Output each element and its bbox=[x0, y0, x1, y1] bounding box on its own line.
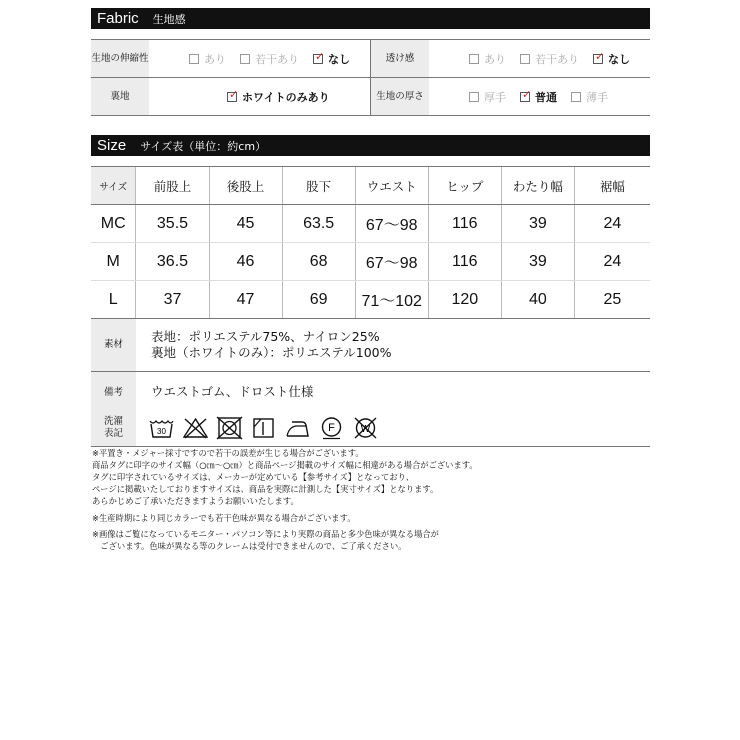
line-dry-shade-icon bbox=[250, 416, 277, 440]
fabric-option-text: なし bbox=[328, 52, 350, 66]
checkbox-empty-icon bbox=[469, 92, 479, 102]
fabric-option-text: 若干あり bbox=[255, 52, 299, 66]
remarks-label: 備考 bbox=[103, 386, 123, 398]
check-mark-icon: ✓ bbox=[595, 49, 605, 63]
checkbox-empty-icon bbox=[189, 54, 199, 64]
check-mark-icon: ✓ bbox=[522, 87, 532, 101]
size-cell: 120 bbox=[429, 281, 502, 318]
fabric-option bbox=[520, 51, 579, 67]
remarks-text: ウエストゴム、ドロスト仕様 bbox=[151, 383, 314, 399]
remarks-care-values bbox=[136, 372, 650, 446]
fabric-options bbox=[149, 40, 364, 77]
material-text bbox=[136, 319, 392, 371]
fabric-option-text: 普通 bbox=[535, 90, 557, 104]
fabric-option bbox=[313, 51, 350, 67]
fabric-title-en: Fabric bbox=[97, 10, 139, 27]
size-cell: 36.5 bbox=[136, 243, 209, 280]
size-cell: 63.5 bbox=[283, 205, 356, 242]
size-cell: 37 bbox=[136, 281, 209, 318]
size-row-label: L bbox=[91, 281, 136, 318]
size-header-cell: ウエスト bbox=[356, 167, 429, 204]
checkbox-empty-icon bbox=[240, 54, 250, 64]
fabric-option bbox=[469, 89, 506, 105]
fabric-cell-left bbox=[91, 40, 370, 77]
size-header-cell: 前股上 bbox=[136, 167, 209, 204]
fabric-option-text: なし bbox=[608, 52, 630, 66]
size-header-cell: わたり幅 bbox=[502, 167, 575, 204]
fabric-label-line: 裏地 bbox=[110, 90, 130, 102]
size-cell: 68 bbox=[283, 243, 356, 280]
fabric-row bbox=[91, 78, 650, 116]
material-label: 素材 bbox=[91, 319, 136, 371]
size-cell: 39 bbox=[502, 243, 575, 280]
fabric-options bbox=[429, 78, 622, 115]
fabric-option bbox=[240, 51, 299, 67]
size-title-en: Size bbox=[97, 137, 127, 154]
fabric-label bbox=[91, 78, 149, 115]
size-cell: 116 bbox=[429, 205, 502, 242]
fabric-options bbox=[149, 78, 344, 115]
size-cell: 35.5 bbox=[136, 205, 209, 242]
size-cell: 67～98 bbox=[356, 205, 429, 242]
wetclean-letter: W bbox=[360, 423, 371, 435]
care-icons bbox=[136, 409, 650, 446]
size-header-cell: サイズ bbox=[91, 167, 136, 204]
fabric-option-text: 厚手 bbox=[484, 90, 506, 104]
fabric-option-text: あり bbox=[204, 52, 226, 66]
dryclean-letter: F bbox=[328, 421, 335, 434]
size-header-cell: ヒップ bbox=[429, 167, 502, 204]
check-mark-icon: ✓ bbox=[315, 49, 325, 63]
checkbox-checked-icon bbox=[520, 87, 532, 102]
no-wet-clean-icon bbox=[352, 416, 379, 440]
fabric-label bbox=[91, 40, 149, 77]
note-line: タグに印字されているサイズは、メーカーが定めている【参考サイズ】となっており、 bbox=[92, 471, 415, 482]
size-cell: 71～102 bbox=[356, 281, 429, 318]
size-cell: 46 bbox=[210, 243, 283, 280]
fabric-options bbox=[429, 40, 644, 77]
fabric-label-line: 生地の厚さ bbox=[376, 90, 424, 102]
size-section-bar bbox=[91, 135, 650, 156]
check-mark-icon: ✓ bbox=[229, 87, 239, 101]
size-cell: 116 bbox=[429, 243, 502, 280]
remarks-care-block bbox=[91, 372, 650, 447]
fabric-option bbox=[571, 89, 608, 105]
fabric-option bbox=[189, 51, 226, 67]
size-cell: 39 bbox=[502, 205, 575, 242]
fabric-option-text: あり bbox=[484, 52, 506, 66]
note-line: あらかじめご了承いただきますようお願いいたします。 bbox=[92, 495, 299, 506]
size-cell: 25 bbox=[603, 290, 622, 308]
notes-block bbox=[92, 448, 652, 553]
size-row-label: M bbox=[91, 243, 136, 280]
fabric-option bbox=[593, 51, 630, 67]
care-label-line1: 洗濯 bbox=[103, 415, 123, 427]
size-row bbox=[91, 281, 650, 319]
size-title-jp: サイズ表（単位：約cm） bbox=[140, 139, 267, 153]
size-cell: 45 bbox=[210, 205, 283, 242]
fabric-row bbox=[91, 40, 650, 78]
fabric-option-text: 若干あり bbox=[535, 52, 579, 66]
size-row-label: MC bbox=[91, 205, 136, 242]
material-row bbox=[91, 319, 650, 372]
remarks-care-labels bbox=[91, 372, 136, 446]
size-cell: 40 bbox=[502, 281, 575, 318]
fabric-table bbox=[91, 39, 650, 116]
note-line: ※平置き・メジャー採寸ですので若干の誤差が生じる場合がございます。 bbox=[92, 448, 364, 458]
fabric-cell-left bbox=[91, 78, 370, 115]
fabric-label-line: 伸縮性 bbox=[120, 52, 149, 64]
fabric-option bbox=[520, 89, 557, 105]
size-table-header bbox=[91, 167, 650, 205]
note-line: ※生産時期により同じカラーでも若干色味が異なる場合がございます。 bbox=[92, 512, 356, 523]
dry-clean-f-icon bbox=[318, 416, 345, 440]
size-header-cell: 裾幅 bbox=[599, 178, 625, 194]
checkbox-empty-icon bbox=[571, 92, 581, 102]
fabric-title-jp: 生地感 bbox=[152, 12, 186, 26]
fabric-option-text: ホワイトのみあり bbox=[242, 90, 330, 104]
size-header-cell: 股下 bbox=[283, 167, 356, 204]
material-line-lining: 裏地（ホワイトのみ）：ポリエステル100% bbox=[151, 345, 392, 360]
size-table bbox=[91, 166, 650, 447]
fabric-label bbox=[371, 40, 429, 77]
size-cell: 24 bbox=[603, 214, 622, 232]
fabric-option bbox=[469, 51, 506, 67]
care-label bbox=[91, 409, 136, 446]
fabric-option-text: 薄手 bbox=[586, 90, 608, 104]
size-cell: 69 bbox=[283, 281, 356, 318]
checkbox-empty-icon bbox=[469, 54, 479, 64]
wash-30-icon bbox=[148, 416, 175, 440]
fabric-label-line: 生地の bbox=[91, 52, 120, 64]
fabric-cell-right bbox=[370, 40, 650, 77]
note-line: ページに掲載いたしておりますサイズは、商品を実際に計測した【実寸サイズ】となります。 bbox=[92, 483, 439, 494]
checkbox-checked-icon bbox=[227, 87, 239, 102]
care-label-line2: 表記 bbox=[103, 427, 123, 439]
checkbox-empty-icon bbox=[520, 54, 530, 64]
fabric-label bbox=[371, 78, 429, 115]
checkbox-checked-icon bbox=[593, 49, 605, 64]
no-tumble-dry-icon bbox=[216, 416, 243, 440]
spec-sheet bbox=[91, 8, 650, 447]
checkbox-checked-icon bbox=[313, 49, 325, 64]
note-line: 商品タグに印字のサイズ幅（○㎝～○㎝）と商品ページ掲載のサイズ幅に相違がある場合がございます。 bbox=[92, 459, 478, 470]
size-header-cell: 後股上 bbox=[210, 167, 283, 204]
size-cell: 24 bbox=[603, 252, 622, 270]
note-line: ございます。色味が異なる等のクレームは受付できませんので、ご了承ください。 bbox=[92, 541, 407, 552]
fabric-section-bar bbox=[91, 8, 650, 29]
wash-temp-text: 30 bbox=[157, 426, 166, 436]
material-line-outer: 表地：ポリエステル75%、ナイロン25% bbox=[151, 329, 380, 344]
size-cell: 47 bbox=[210, 281, 283, 318]
no-bleach-icon bbox=[182, 416, 209, 440]
fabric-label-line: 透け感 bbox=[385, 52, 415, 64]
iron-low-icon bbox=[284, 416, 311, 440]
size-cell: 67～98 bbox=[356, 243, 429, 280]
note-line: ※画像はご覧になっているモニター・パソコン等により実際の商品と多少色味が異なる場合が bbox=[92, 529, 439, 540]
fabric-cell-right bbox=[370, 78, 650, 115]
size-row bbox=[91, 205, 650, 243]
fabric-option bbox=[227, 89, 330, 105]
size-row bbox=[91, 243, 650, 281]
